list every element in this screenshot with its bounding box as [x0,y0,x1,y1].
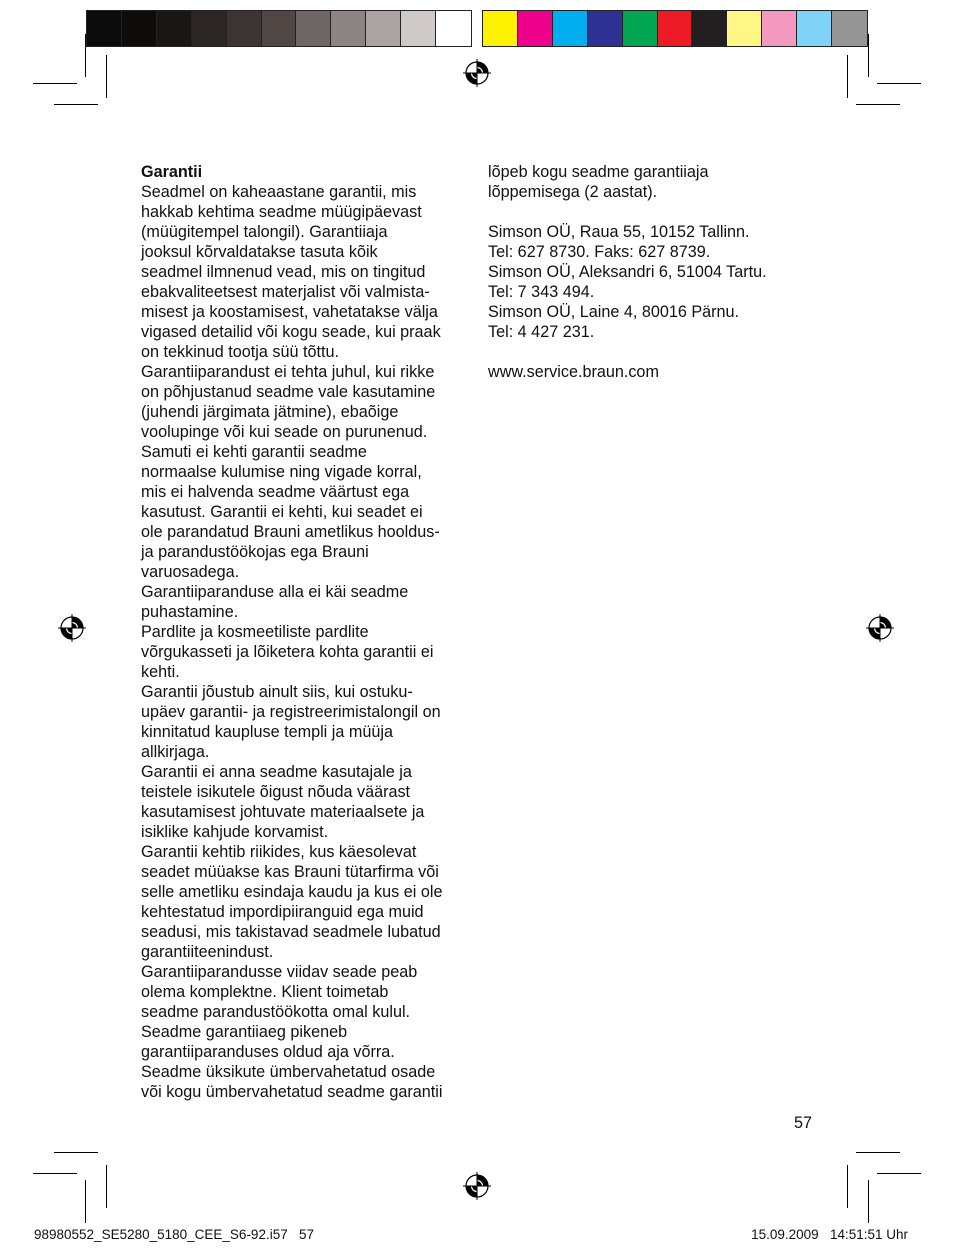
text-line: Seadme üksikute ümbervahetatud osade [141,1063,436,1081]
text-line: seadusi, mis takistavad seadmele lubatud [141,923,441,941]
text-line: allkirjaga. [141,743,210,761]
text-line: voolupinge või kui seade on purunenud. [141,423,428,441]
registration-mark-icon [58,614,86,642]
text-line: lõpeb kogu seadme garantiiaja [488,163,709,181]
text-line: Garantii kehtib riikides, kus käesolevat [141,843,417,861]
text-line: kinnitatud kaupluse templi ja müüja [141,723,393,741]
color-swatch [658,11,693,46]
text-line: Garantii ei anna seadme kasutajale ja [141,763,412,781]
color-swatch [553,11,588,46]
text-line: või kogu ümbervahetatud seadme garantii [141,1083,443,1101]
blank-line [488,202,818,222]
text-line: ebakvaliteetsest materjalist või valmista- [141,283,430,301]
text-line: (müügitempel talongil). Garantiiaja [141,223,388,241]
text-line: vigased detailid või kogu seade, kui praak [141,323,441,341]
color-swatch [623,11,658,46]
color-swatch [262,11,297,46]
text-line: (juhendi järgimata jätmine), ebaõige [141,403,399,421]
color-calibration-bar [482,10,868,47]
text-line: Garantii jõustub ainult siis, kui ostuku- [141,683,413,701]
text-line: Simson OÜ, Raua 55, 10152 Tallinn. [488,223,750,241]
color-swatch [296,11,331,46]
color-swatch [518,11,553,46]
color-swatch [692,11,727,46]
text-line: Simson OÜ, Aleksandri 6, 51004 Tartu. [488,263,767,281]
text-line: selle ametliku esindaja kaudu ja kus ei ole [141,883,443,901]
text-line: varuosadega. [141,563,240,581]
text-line: kehtestatud impordipiiranguid ega muid [141,903,424,921]
text-line: garantiiteenindust. [141,943,274,961]
page-number: 57 [794,1114,813,1132]
text-line: ole parandatud Brauni ametlikus hooldus- [141,523,440,541]
color-swatch [588,11,623,46]
text-line: Samuti ei kehti garantii seadme [141,443,367,461]
text-line: Garantiiparanduse alla ei käi seadme [141,583,409,601]
text-line: kasutamisest johtuvate materiaalsete ja [141,803,425,821]
text-line: misest ja koostamisest, vahetatakse välja [141,303,438,321]
color-swatch [157,11,192,46]
color-swatch [331,11,366,46]
text-line: Garantiiparandusse viidav seade peab [141,963,418,981]
text-line: hakkab kehtima seadme müügipäevast [141,203,422,221]
text-line: puhastamine. [141,603,239,621]
paragraph-lines [141,182,481,1102]
paragraph-lines [488,162,818,382]
text-line: lõppemisega (2 aastat). [488,183,658,201]
text-line: mis ei halvenda seadme väärtust ega [141,483,410,501]
text-line: upäev garantii- ja registreerimistalongil on [141,703,441,721]
text-line: ja parandustöökojas ega Brauni [141,543,369,561]
text-line: seadet müüakse kas Brauni tütarfirma või [141,863,439,881]
color-swatch [192,11,227,46]
color-swatch [727,11,762,46]
text-line: seadme parandustöökotta omal kulul. [141,1003,411,1021]
text-line: Seadmel on kaheaastane garantii, mis [141,183,417,201]
text-line: teistele isikutele õigust nõuda väärast [141,783,411,801]
warranty-text-column-right [488,162,818,382]
color-swatch [87,11,122,46]
blank-line [488,342,818,362]
text-line: Simson OÜ, Laine 4, 80016 Pärnu. [488,303,740,321]
registration-mark-icon [463,1172,491,1200]
registration-mark-icon [463,59,491,87]
color-swatch [762,11,797,46]
color-swatch [436,11,471,46]
text-line: Tel: 627 8730. Faks: 627 8739. [488,243,711,261]
warranty-text-column-left [141,162,481,1102]
text-line: www.service.braun.com [488,363,659,381]
section-heading: Garantii [141,163,203,181]
text-line: Pardlite ja kosmeetiliste pardlite [141,623,369,641]
text-line: kasutust. Garantii ei kehti, kui seadet ei [141,503,423,521]
text-line: võrgukasseti ja lõiketera kohta garantii ei [141,643,434,661]
text-line: Garantiiparandust ei tehta juhul, kui rikke [141,363,435,381]
text-line: on tekkinud tootja süü tõttu. [141,343,339,361]
grayscale-calibration-bar [86,10,472,47]
color-swatch [483,11,518,46]
text-line: normaalse kulumise ning vigade korral, [141,463,422,481]
text-line: garantiiparanduses oldud aja võrra. [141,1043,395,1061]
color-swatch [797,11,832,46]
color-swatch [122,11,157,46]
color-swatch [366,11,401,46]
registration-mark-icon [866,614,894,642]
text-line: olema komplektne. Klient toimetab [141,983,389,1001]
text-line: Seadme garantiiaeg pikeneb [141,1023,348,1041]
color-swatch [227,11,262,46]
text-line: Tel: 7 343 494. [488,283,595,301]
text-line: isiklike kahjude korvamist. [141,823,329,841]
print-slug-timestamp: 15.09.2009 14:51:51 Uhr [751,1227,908,1242]
text-line: Tel: 4 427 231. [488,323,595,341]
text-line: kehti. [141,663,180,681]
color-swatch [832,11,867,46]
text-line: on põhjustanud seadme vale kasutamine [141,383,436,401]
text-line: jooksul kõrvaldatakse tasuta kõik [141,243,378,261]
text-line: seadmel ilmnenud vead, mis on tingitud [141,263,426,281]
print-slug-filename: 98980552_SE5280_5180_CEE_S6-92.i57 57 [34,1227,314,1242]
color-swatch [401,11,436,46]
